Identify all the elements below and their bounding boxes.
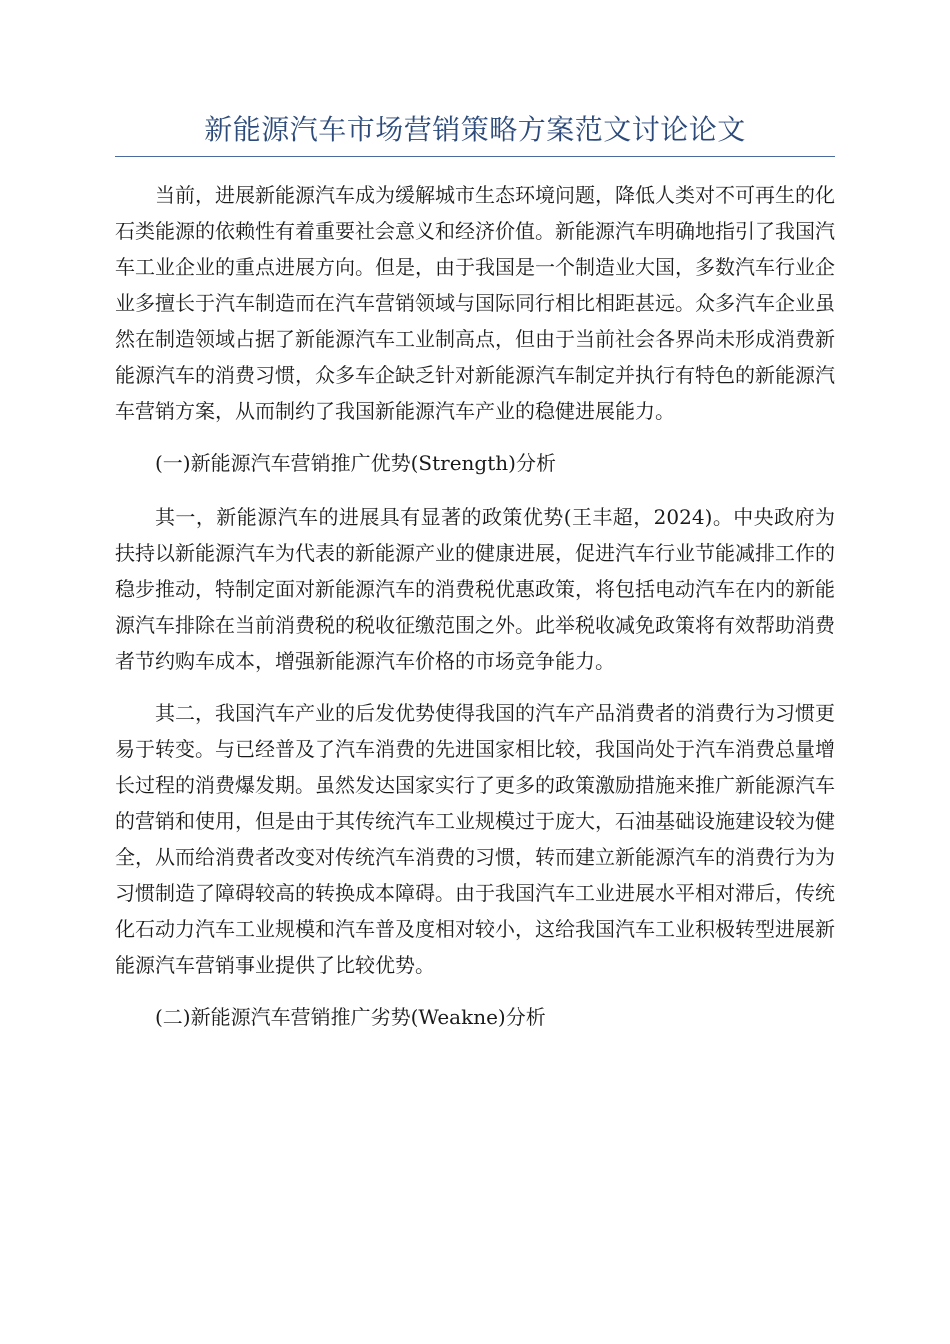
document-title: 新能源汽车市场营销策略方案范文讨论论文 — [204, 113, 746, 146]
strength-paragraph-1: 其一，新能源汽车的进展具有显著的政策优势(王丰超，2024)。中央政府为扶持以新能源汽车为代表的新能源产业的健康进展，促进汽车行业节能减排工作的稳步推动，特制定面对新能源汽车的消费税优惠政策，将包括电动汽车在内的新能源汽车排除在当前消费税的税收征缴范围之外。此举税收减免政策将有效帮助消费者节约购车成本，增强新能源汽车价格的市场竞争能力。 — [115, 505, 835, 673]
document-page — [115, 108, 835, 1053]
section-heading-weakness: (二)新能源汽车营销推广劣势(Weakne)分析 — [155, 1005, 546, 1029]
intro-paragraph: 当前，进展新能源汽车成为缓解城市生态环境问题，降低人类对不可再生的化石类能源的依赖性有着重要社会意义和经济价值。新能源汽车明确地指引了我国汽车工业企业的重点进展方向。但是，由于我国是一个制造业大国，多数汽车行业企业多擅长于汽车制造而在汽车营销领域与国际同行相比相距甚远。众多汽车企业虽然在制造领域占据了新能源汽车工业制高点，但由于当前社会各界尚未形成消费新能源汽车的消费习惯，众多车企缺乏针对新能源汽车制定并执行有特色的新能源汽车营销方案，从而制约了我国新能源汽车产业的稳健进展能力。 — [115, 183, 835, 423]
section-heading-strength: (一)新能源汽车营销推广优势(Strength)分析 — [155, 451, 556, 475]
title-underline — [115, 156, 835, 157]
strength-paragraph-2: 其二，我国汽车产业的后发优势使得我国的汽车产品消费者的消费行为习惯更易于转变。与已经普及了汽车消费的先进国家相比较，我国尚处于汽车消费总量增长过程的消费爆发期。虽然发达国家实行了更多的政策激励措施来推广新能源汽车的营销和使用，但是由于其传统汽车工业规模过于庞大，石油基础设施建设较为健全，从而给消费者改变对传统汽车消费的习惯，转而建立新能源汽车的消费行为为习惯制造了障碍较高的转换成本障碍。由于我国汽车工业进展水平相对滞后，传统化石动力汽车工业规模和汽车普及度相对较小，这给我国汽车工业积极转型进展新能源汽车营销事业提供了比较优势。 — [115, 701, 835, 977]
